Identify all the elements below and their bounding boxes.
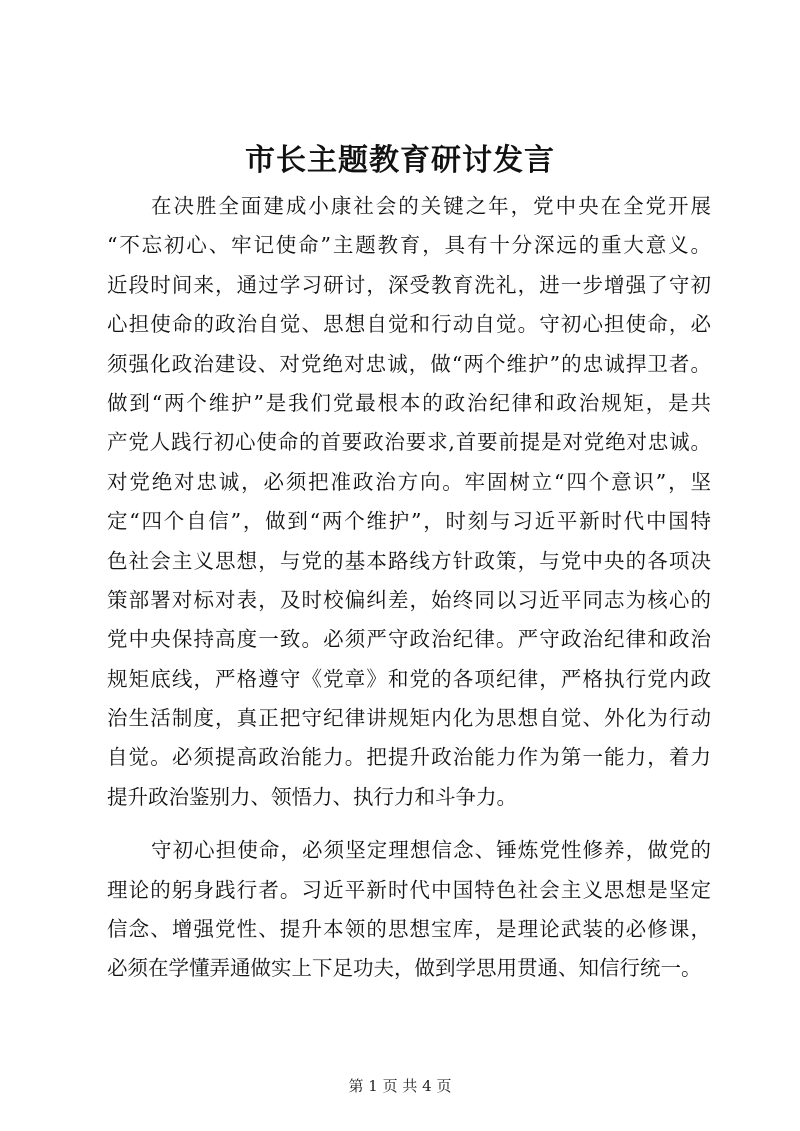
text-line: 必须在学懂弄通做实上下足功夫，做到学思用贯通、知信行统一。 [107,956,702,981]
text-line: 自觉。必须提高政治能力。把提升政治能力作为第一能力，着力 [107,745,711,770]
text-line: 色社会主义思想，与党的基本路线方针政策，与党中央的各项决 [107,548,711,573]
text-line: 党中央保持高度一致。必须严守政治纪律。严守政治纪律和政治 [107,627,711,652]
paragraph [107,187,711,817]
text-line: “不忘初心、牢记使命”主题教育，具有十分深远的重大意义。 [107,233,711,258]
text-line: 治生活制度，真正把守纪律讲规矩内化为思想自觉、外化为行动 [107,706,711,731]
text-line: 策部署对标对表，及时校偏纠差，始终同以习近平同志为核心的 [107,587,711,612]
page-title: 市长主题教育研讨发言 [245,143,555,178]
text-line: 提升政治鉴别力、领悟力、执行力和斗争力。 [107,784,517,809]
paragraph [107,831,711,989]
text-line: 对党绝对忠诚，必须把准政治方向。牢固树立“四个意识”，坚 [107,469,711,494]
text-line: 理论的躬身践行者。习近平新时代中国特色社会主义思想是坚定 [107,877,711,902]
text-line: 规矩底线，严格遵守《党章》和党的各项纪律，严格执行党内政 [107,666,711,691]
text-line: 在决胜全面建成小康社会的关键之年，党中央在全党开展 [151,194,711,218]
text-line: 信念、增强党性、提升本领的思想宝库，是理论武装的必修课， [107,917,711,942]
text-line: 做到“两个维护”是我们党最根本的政治纪律和政治规矩，是共 [107,390,711,415]
text-line: 定“四个自信”，做到“两个维护”，时刻与习近平新时代中国特 [107,509,711,534]
page-footer: 第 1 页 共 4 页 [348,1077,452,1095]
text-line: 产党人践行初心使命的首要政治要求,首要前提是对党绝对忠诚。 [107,430,711,455]
paragraph-gap [107,817,711,831]
text-line: 守初心担使命，必须坚定理想信念、锤炼党性修养，做党的 [151,838,711,863]
text-line: 须强化政治建设、对党绝对忠诚，做“两个维护”的忠诚捍卫者。 [107,351,711,376]
document-body [107,187,711,989]
text-line: 近段时间来，通过学习研讨，深受教育洗礼，进一步增强了守初 [107,272,711,297]
text-line: 心担使命的政治自觉、思想自觉和行动自觉。守初心担使命，必 [107,312,711,337]
